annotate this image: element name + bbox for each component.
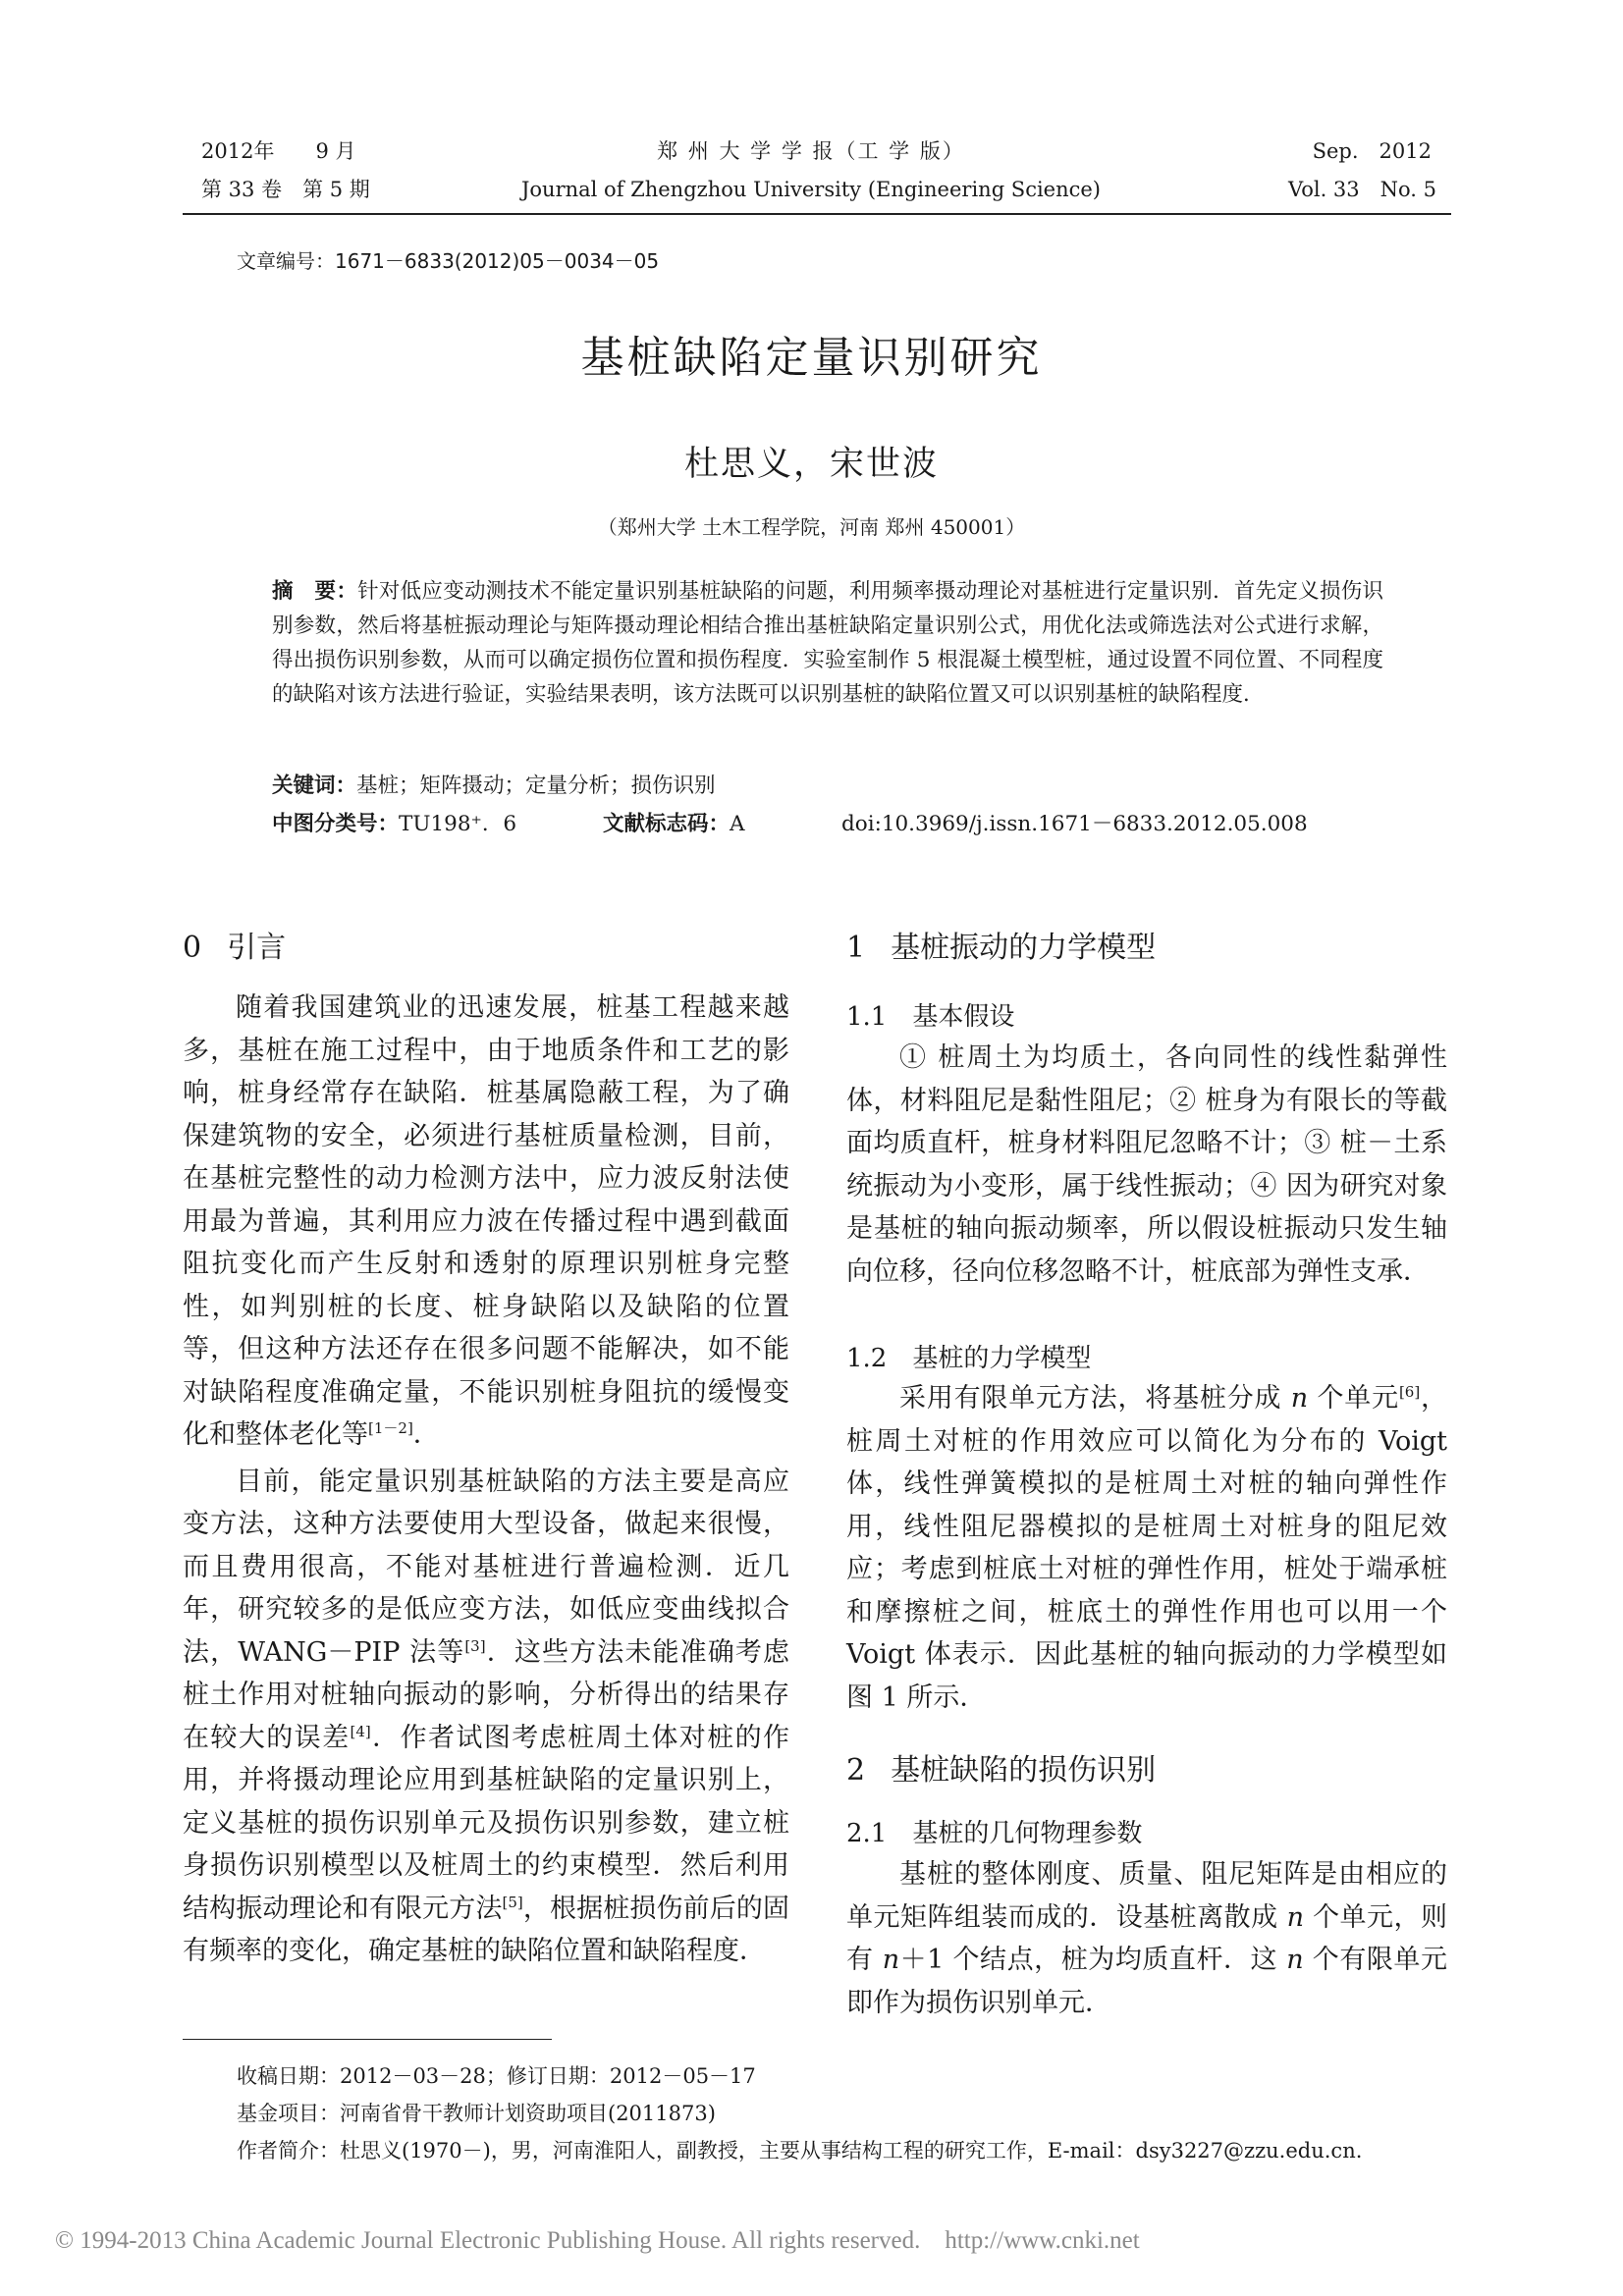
subsection-title: 基桩的几何物理参数 (912, 1819, 1143, 1848)
header-volume-en: Vol. 33 No. 5 (1287, 178, 1436, 201)
subsection-number: 2.1 (846, 1819, 888, 1848)
abstract-label: 摘 要： (272, 579, 358, 604)
subsection-1-1-heading (846, 996, 1014, 1033)
section-2-title: 基桩缺陷的损伤识别 (891, 1753, 1157, 1788)
document-code (603, 807, 745, 841)
paragraph: 采用有限单元方法，将基桩分成 n 个单元[6]，桩周土对桩的作用效应可以简化为分布的 Voigt 体，线性弹簧模拟的是桩周土对桩的轴向弹性作用，线性阻尼器模拟的是桩周土对桩身的阻尼效应；考虑到桩底土对桩的弹性作用，桩处于端承桩和摩擦桩之间，桩底土的弹性作用也可以用一个 Voigt 体表示．因此基桩的轴向振动的力学模型如图 1 所示． (846, 1383, 1447, 1713)
subsection-title: 基桩的力学模型 (912, 1344, 1092, 1373)
right-column-body-1 (846, 1037, 1447, 1293)
doc-code-value: A (730, 812, 745, 836)
header-rule (183, 213, 1451, 215)
section-0-title: 引言 (227, 931, 287, 965)
keywords (272, 769, 716, 803)
authors: 杜思义，宋世波 (683, 445, 939, 484)
left-column-body (183, 987, 789, 1973)
footnote-rule (183, 2039, 552, 2040)
journal-name-en: Journal of Zhengzhou University (Engineering Science) (520, 178, 1102, 201)
citation: [4] (350, 1722, 371, 1740)
section-1-number: 1 (846, 931, 866, 965)
paper-title: 基桩缺陷定量识别研究 (580, 333, 1043, 383)
clc-value: TU198⁺．6 (399, 812, 517, 836)
paragraph: ① 桩周土为均质土，各向同性的线性黏弹性体，材料阻尼是黏性阻尼；② 桩身为有限长的等截面均质直杆，桩身材料阻尼忽略不计；③ 桩－土系统振动为小变形，属于线性振动；④ 因为研究对象是基桩的轴向振动频率，所以假设桩振动只发生轴向位移，径向位移忽略不计，桩底部为弹性支承． (846, 1042, 1447, 1287)
citation: [3] (464, 1636, 486, 1655)
section-0-number: 0 (183, 931, 202, 965)
clc-number (272, 807, 516, 841)
footnote-fund: 基金项目：河南省骨干教师计划资助项目(2011873) (237, 2102, 716, 2125)
copyright-notice: © 1994-2013 China Academic Journal Electronic Publishing House. All rights reserved. http://www.cnki.net (55, 2227, 1140, 2254)
subsection-number: 1.1 (846, 1002, 888, 1032)
header-volume-cn: 第 33 卷 第 5 期 (201, 178, 370, 201)
section-1-heading (846, 923, 1156, 966)
subsection-title: 基本假设 (912, 1002, 1015, 1032)
doi: doi:10.3969/j.issn.1671－6833.2012.05.008 (841, 812, 1308, 836)
citation: [1－2] (368, 1419, 413, 1437)
abstract (272, 574, 1383, 712)
paragraph: 目前，能定量识别基桩缺陷的方法主要是高应变方法，这种方法要使用大型设备，做起来很慢，而且费用很高，不能对基桩进行普遍检测．近几年，研究较多的是低应变方法，如低应变曲线拟合法，WANG－PIP 法等[3]．这些方法未能准确考虑桩土作用对桩轴向振动的影响，分析得出的结果存在较大的误差[4]．作者试图考虑桩周土体对桩的作用，并将摄动理论应用到基桩缺陷的定量识别上，定义基桩的损伤识别单元及损伤识别参数，建立桩身损伤识别模型以及桩周土的约束模型．然后利用结构振动理论和有限元方法[5]，根据桩损伤前后的固有频率的变化，确定基桩的缺陷位置和缺陷程度． (183, 1466, 789, 1966)
paragraph: 随着我国建筑业的迅速发展，桩基工程越来越多，基桩在施工过程中，由于地质条件和工艺的影响，桩身经常存在缺陷．桩基属隐蔽工程，为了确保建筑物的安全，必须进行基桩质量检测，目前，在基桩完整性的动力检测方法中，应力波反射法使用最为普遍，其利用应力波在传播过程中遇到截面阻抗变化而产生反射和透射的原理识别桩身完整性，如判别桩的长度、桩身缺陷以及缺陷的位置等，但这种方法还存在很多问题不能解决，如不能对缺陷程度准确定量，不能识别桩身阻抗的缓慢变化和整体老化等[1－2]． (183, 992, 789, 1450)
section-2-heading (846, 1745, 1156, 1789)
section-0-heading (183, 923, 286, 966)
keywords-label: 关键词： (272, 774, 357, 798)
keywords-text: 基桩；矩阵摄动；定量分析；损伤识别 (356, 774, 716, 798)
section-1-title: 基桩振动的力学模型 (891, 931, 1157, 965)
subsection-number: 1.2 (846, 1344, 888, 1373)
doc-code-label: 文献标志码： (603, 812, 730, 836)
journal-name-cn: 郑 州 大 学 学 报（工 学 版） (657, 139, 965, 163)
clc-label: 中图分类号： (272, 812, 400, 836)
right-column-body-3 (846, 1853, 1447, 2024)
affiliation: （郑州大学 土木工程学院，河南 郑州 450001） (597, 515, 1026, 539)
subsection-2-1-heading (846, 1813, 1142, 1849)
citation: [5] (502, 1893, 523, 1911)
header-date-en: Sep. 2012 (1312, 139, 1432, 163)
article-number: 文章编号：1671－6833(2012)05－0034－05 (237, 249, 660, 273)
right-column-body-2 (846, 1377, 1447, 1719)
abstract-text: 针对低应变动测技术不能定量识别基桩缺陷的问题，利用频率摄动理论对基桩进行定量识别．首先定义损伤识别参数，然后将基桩振动理论与矩阵摄动理论相结合推出基桩缺陷定量识别公式，用优化法或筛选法对公式进行求解，得出损伤识别参数，从而可以确定损伤位置和损伤程度．实验室制作 5 根混凝土模型桩，通过设置不同位置、不同程度的缺陷对该方法进行验证，实验结果表明，该方法既可以识别基桩的缺陷位置又可以识别基桩的缺陷程度． (272, 579, 1383, 707)
paragraph: 基桩的整体刚度、质量、阻尼矩阵是由相应的单元矩阵组装而成的．设基桩离散成 n 个单元，则有 n＋1 个结点，桩为均质直杆．这 n 个有限单元即作为损伤识别单元． (846, 1859, 1447, 2018)
footnote-received: 收稿日期：2012－03－28；修订日期：2012－05－17 (237, 2064, 756, 2088)
subsection-1-2-heading (846, 1338, 1091, 1374)
section-2-number: 2 (846, 1753, 866, 1788)
citation: [6] (1398, 1383, 1421, 1401)
footnote-author: 作者简介：杜思义(1970－)，男，河南淮阳人，副教授，主要从事结构工程的研究工作，E-mail：dsy3227@zzu.edu.cn. (237, 2139, 1363, 2163)
header-date: 2012年 9 月 (201, 139, 356, 163)
